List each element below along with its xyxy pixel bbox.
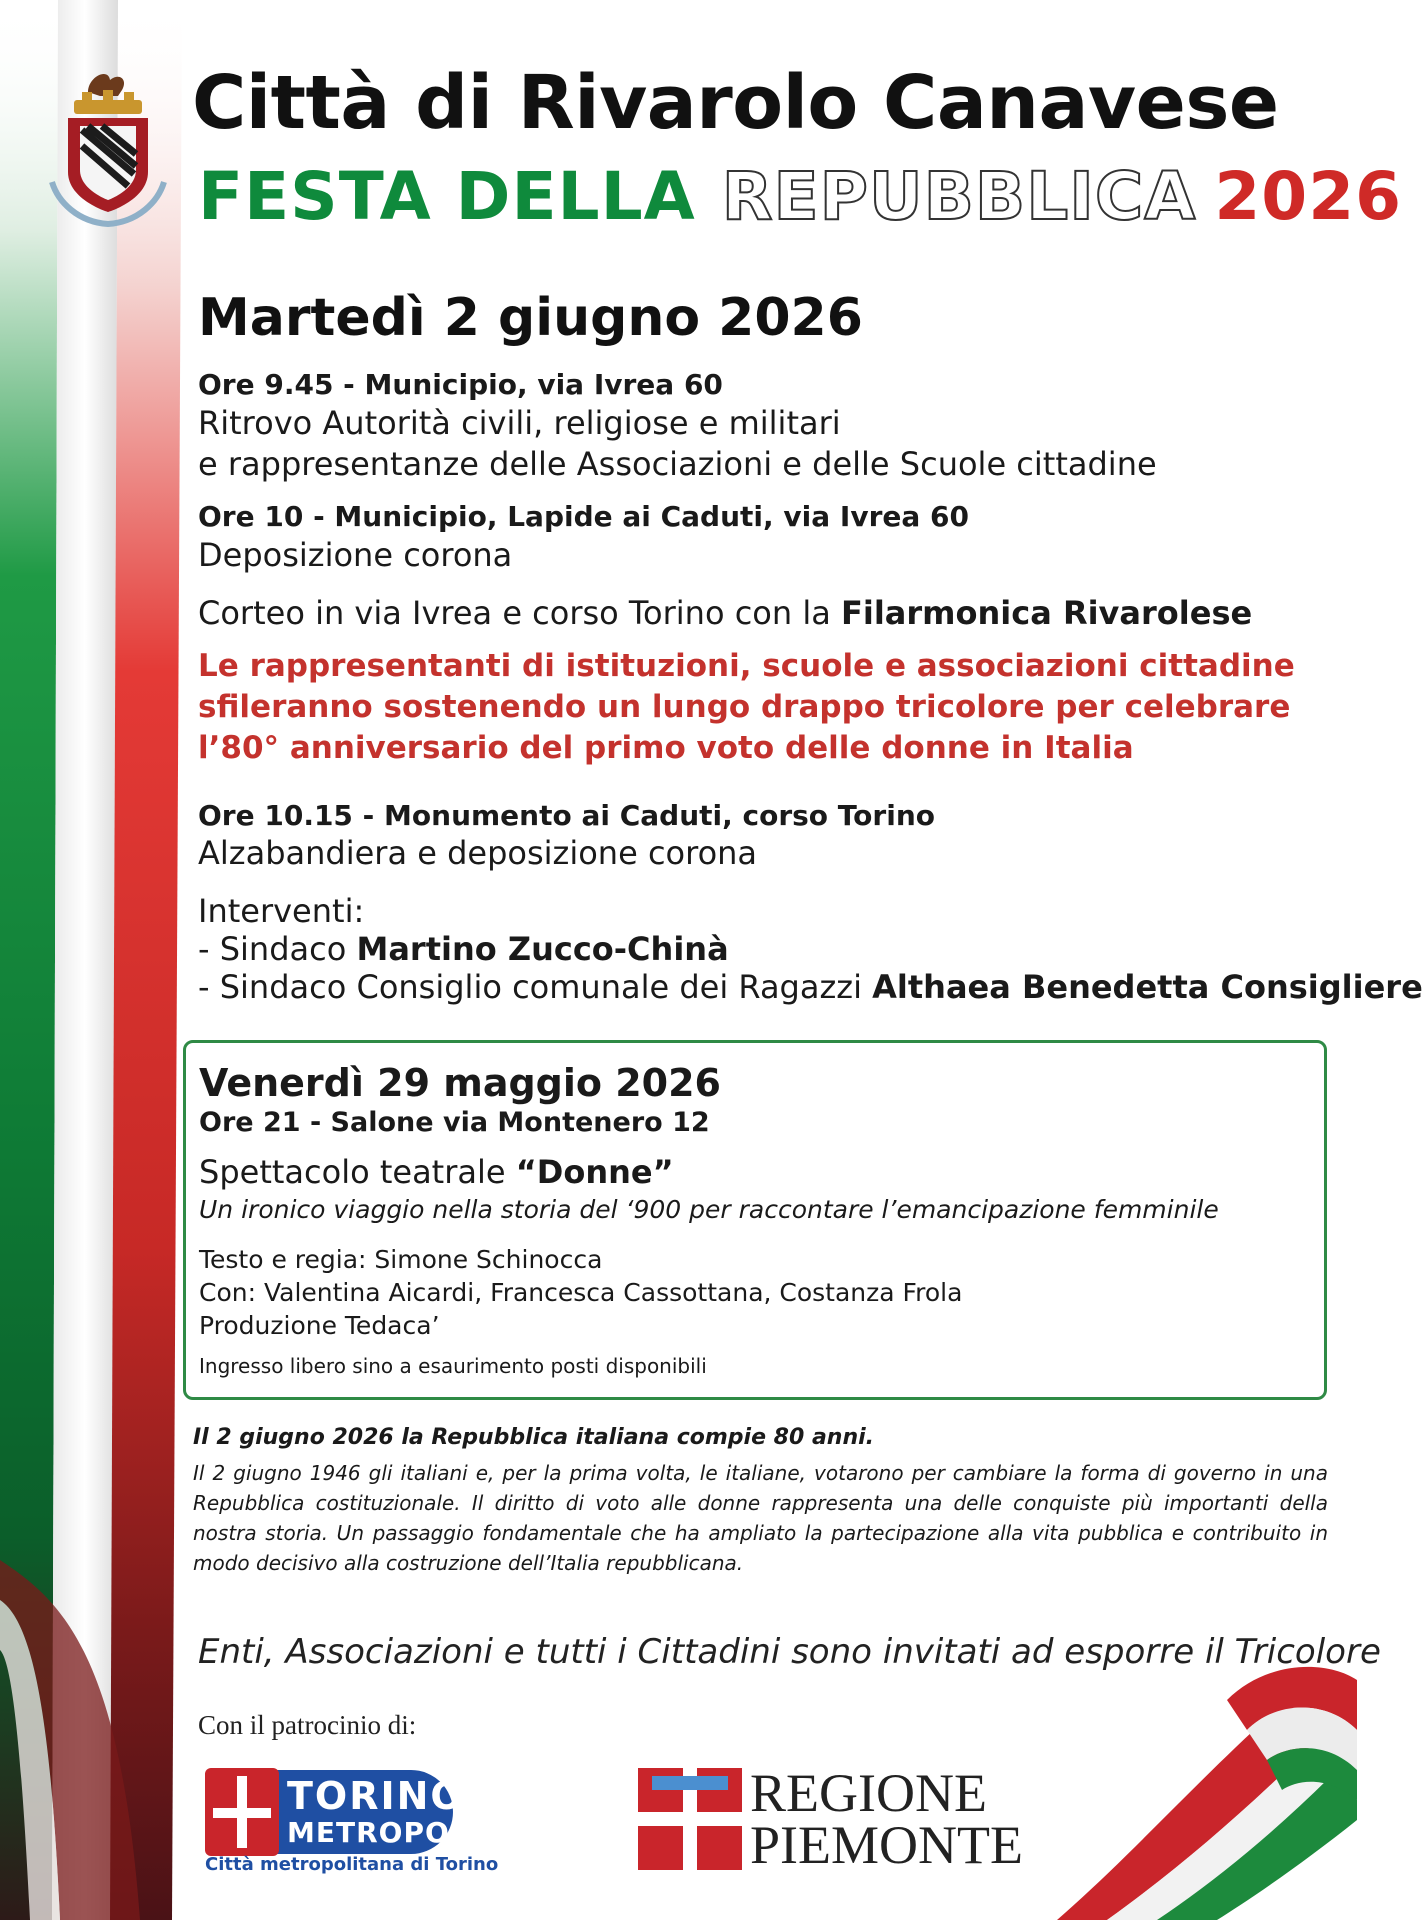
regione-logo-line1: REGIONE [750, 1763, 987, 1823]
tricolor-ribbon-right [1027, 1660, 1357, 1920]
box-show [199, 1153, 674, 1191]
event2-time-place: Ore 10 - Municipio, Lapide ai Caduti, via Ivrea 60 [198, 500, 969, 533]
festa-year: 2026 [1214, 158, 1403, 235]
interventi-item2 [198, 968, 1423, 1006]
festa-heading [198, 158, 1402, 235]
piemonte-flag-icon [638, 1768, 742, 1870]
highlight-line1: Le rappresentanti di istituzioni, scuole e associazioni cittadine [198, 648, 1295, 684]
city-title: Città di Rivarolo Canavese [192, 60, 1279, 146]
box-time-place: Ore 21 - Salone via Montenero 12 [199, 1107, 710, 1138]
regione-logo-line2: PIEMONTE [750, 1815, 1023, 1875]
box-date: Venerdì 29 maggio 2026 [199, 1061, 721, 1105]
box-entry: Ingresso libero sino a esaurimento posti disponibili [199, 1354, 707, 1378]
event2-line1: Deposizione corona [198, 536, 513, 574]
patrocinio-label: Con il patrocinio di: [198, 1710, 417, 1740]
event1-line2: e rappresentanze delle Associazioni e delle Scuole cittadine [198, 445, 1157, 483]
interventi-label: Interventi: [198, 892, 365, 930]
torino-shield-icon [205, 1768, 279, 1856]
corteo-text: Corteo in via Ivrea e corso Torino con la [198, 594, 841, 632]
city-crest-icon [48, 62, 168, 232]
torino-logo-line1: TORINO [287, 1774, 465, 1818]
note-heading: Il 2 giugno 2026 la Repubblica italiana compie 80 anni. [193, 1425, 875, 1450]
torino-metropoli-logo [203, 1764, 499, 1875]
festa-part1: FESTA DELLA [198, 158, 696, 235]
interventi-item2-prefix: - Sindaco Consiglio comunale dei Ragazzi [198, 968, 873, 1006]
interventi-item2-name: Althaea Benedetta Consigliere [872, 968, 1423, 1006]
torino-logo-line2: METROPOLI [287, 1816, 481, 1849]
box-credits2: Con: Valentina Aicardi, Francesca Cassottana, Costanza Frola [199, 1278, 963, 1307]
highlight-line3: l’80° anniversario del primo voto delle donne in Italia [198, 730, 1134, 766]
torino-logo-sub: Città metropolitana di Torino [205, 1854, 499, 1875]
box-show-prefix: Spettacolo teatrale [199, 1153, 516, 1191]
theatre-event-box [183, 1040, 1327, 1400]
invite-line: Enti, Associazioni e tutti i Cittadini sono invitati ad esporre il Tricolore [198, 1632, 1381, 1672]
box-credits3: Produzione Tedaca’ [199, 1311, 440, 1340]
main-date: Martedì 2 giugno 2026 [198, 288, 863, 348]
festa-part2: REPUBBLICA [721, 158, 1197, 235]
regione-piemonte-logo [638, 1763, 1023, 1875]
interventi-item1 [198, 930, 729, 968]
interventi-item1-prefix: - Sindaco [198, 930, 357, 968]
event1-line1: Ritrovo Autorità civili, religiose e militari [198, 404, 841, 442]
corteo-band: Filarmonica Rivarolese [840, 594, 1253, 632]
event1-time-place: Ore 9.45 - Municipio, via Ivrea 60 [198, 368, 723, 401]
box-credits1: Testo e regia: Simone Schinocca [199, 1245, 603, 1274]
event3-time-place: Ore 10.15 - Monumento ai Caduti, corso Torino [198, 799, 935, 832]
box-show-title: “Donne” [515, 1153, 674, 1191]
interventi-item1-name: Martino Zucco-Chinà [356, 930, 729, 968]
note-body: Il 2 giugno 1946 gli italiani e, per la prima volta, le italiane, votarono per cambiare la forma di governo in una Repubblica costituzionale. Il diritto di voto alle donne rappresenta una delle conquiste più importanti della nostra storia. Un passaggio fondamentale che ha ampliato la partecipazione alla vita pubblica e contribuito in modo decisivo alla costruzione dell’Italia repubblicana. [193, 1461, 1328, 1575]
tricolor-ribbon-left [0, 0, 200, 1920]
box-tagline: Un ironico viaggio nella storia del ‘900 per raccontare l’emancipazione femminile [199, 1195, 1219, 1224]
corteo-line [198, 594, 1252, 632]
event3-line1: Alzabandiera e deposizione corona [198, 834, 758, 872]
highlight-line2: sfileranno sostenendo un lungo drappo tricolore per celebrare [198, 689, 1291, 725]
